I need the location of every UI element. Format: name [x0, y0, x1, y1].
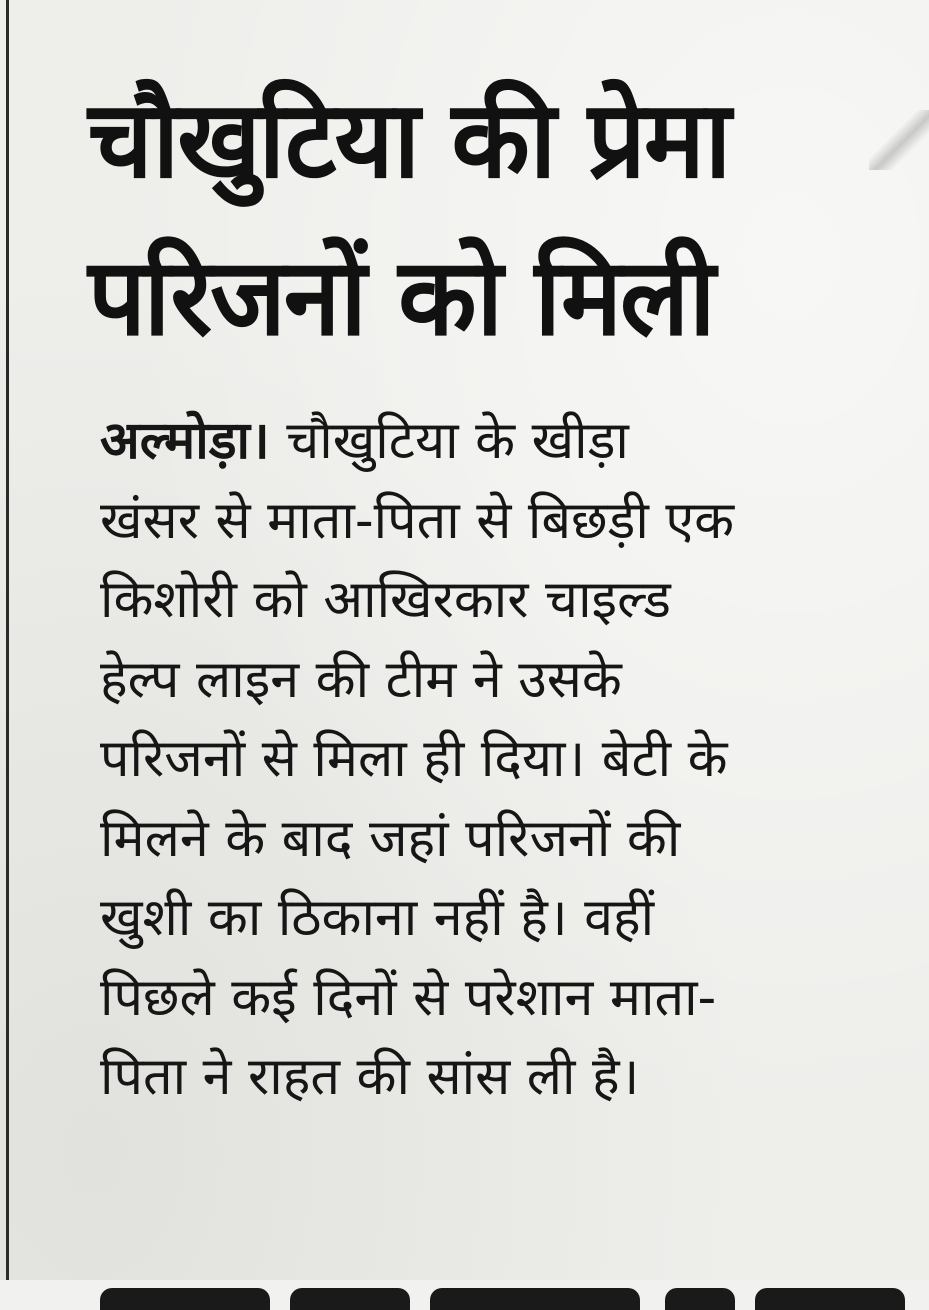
headline-line-2: परिजनों को मिली — [88, 235, 714, 361]
article-line-7: खुशी का ठिकाना नहीं है। वहीं — [100, 888, 655, 948]
headline-line-1: चौखुटिया की प्रेमा — [88, 77, 730, 203]
article-line-9: पिता ने राहत की सांस ली है। — [100, 1047, 640, 1107]
article-line-2: खंसर से माता-पिता से बिछड़ी एक — [100, 490, 735, 551]
article-line-4: हेल्प लाइन की टीम ने उसके — [100, 649, 622, 710]
column-rule — [6, 0, 9, 1280]
article-line-8: पिछले कई दिनों से परेशान माता- — [100, 967, 717, 1028]
article-line-1 — [100, 402, 910, 482]
article-line-5: परिजनों से मिला ही दिया। बेटी के — [100, 729, 728, 789]
paper-fold-shadow — [869, 110, 929, 170]
headline — [88, 62, 788, 377]
article-line-6: मिलने के बाद जहां परिजनों की — [100, 808, 681, 869]
dateline: अल्मोड़ा। — [100, 411, 270, 471]
article-line-3: किशोरी को आखिरकार चाइल्ड — [100, 570, 671, 630]
article-body — [100, 402, 910, 1118]
next-headline-fragment — [90, 1260, 929, 1310]
article-line-1-text: चौखुटिया के खीड़ा — [286, 411, 629, 471]
